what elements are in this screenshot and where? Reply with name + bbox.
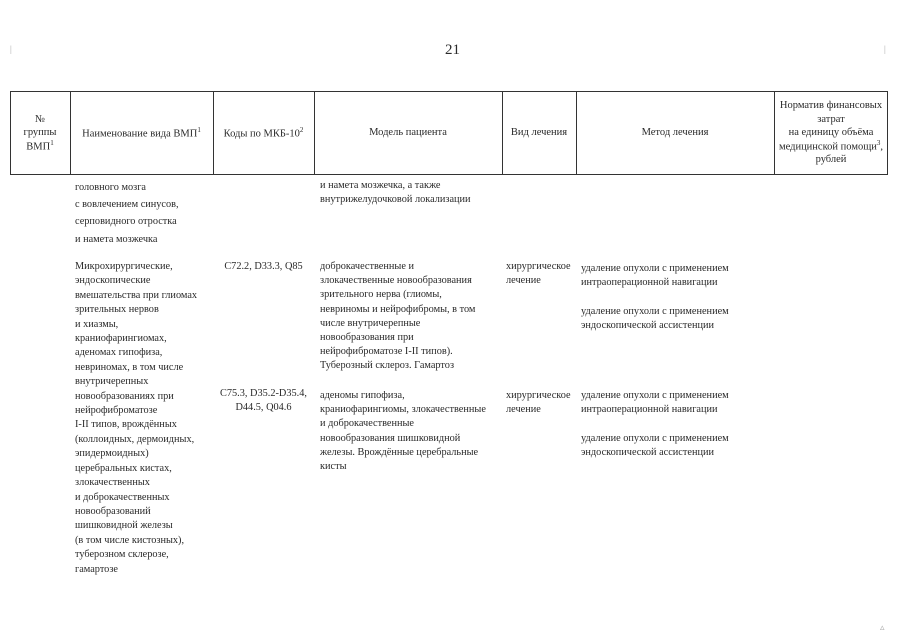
scan-mark: | <box>10 44 12 54</box>
scan-mark: ▵ <box>880 622 885 632</box>
row-1-vmp-name: Микрохирургические, эндоскопические вмешательства при глиомах зрительных нервов и хиазмы, краниофарингиомах, аденомах гипофиза, невриномах, в том числе внутричерепных новообразованиях при нейрофиброматозе I-II типов, врождённых (коллоидных, дермоидных, эпидермоидных) церебральных кистах, злокачественных и доброкачественных новообразований шишковидной железы (в том числе кистозных), туберозном склерозе, гамартозе <box>75 261 198 575</box>
row-2-icd-codes: C75.3, D35.2-D35.4, D44.5, Q04.6 <box>220 388 307 414</box>
row-1-icd-codes: C72.2, D33.3, Q85 <box>224 261 303 272</box>
scan-mark: | <box>884 44 886 54</box>
row-1-treatment-type: хирургическое лечение <box>506 261 571 287</box>
header-patient-model: Модель пациента <box>369 127 447 139</box>
header-icd-codes: Коды по МКБ-$10^2$ <box>223 125 304 140</box>
row-2-method-1: удаление опухоли с применением интраоперационной навигации <box>581 390 729 416</box>
page-number: 21 <box>445 42 460 58</box>
row-1-method-1: удаление опухоли с применением интраоперационной навигации <box>581 263 729 289</box>
header-cost-standard: Норматив финансовых затрат на единицу объёма медицинской помощи$^3$, рублей <box>778 100 884 166</box>
header-treatment-method: Метод лечения <box>641 127 709 139</box>
header-group-number: № группы ВМП$^1$ <box>23 113 57 153</box>
row-2-patient-model: аденомы гипофиза, краниофарингиомы, злокачественные и доброкачественные новообразования шишковидной железы. Врождённые церебральные кисты <box>320 390 486 473</box>
row-0-patient-model: и намета мозжечка, а также внутрижелудочковой локализации <box>320 180 471 206</box>
row-1-patient-model: доброкачественные и злокачественные новообразования зрительного нерва (глиомы, невриномы и нейрофибромы, в том числе внутричерепные новообразования при нейрофиброматозе I-II типов). Туберозный склероз. Гамартоз <box>320 261 476 372</box>
row-2-method-2: удаление опухоли с применением эндоскопической ассистенции <box>581 433 729 459</box>
header-vmp-name: Наименование вида ВМП$^1$ <box>82 125 201 140</box>
row-0-vmp-name: головного мозга с вовлечением синусов, серповидного отростка и намета мозжечка <box>75 182 179 245</box>
row-1-method-2: удаление опухоли с применением эндоскопической ассистенции <box>581 306 729 332</box>
header-treatment-type: Вид лечения <box>510 127 568 139</box>
row-2-treatment-type: хирургическое лечение <box>506 390 571 416</box>
